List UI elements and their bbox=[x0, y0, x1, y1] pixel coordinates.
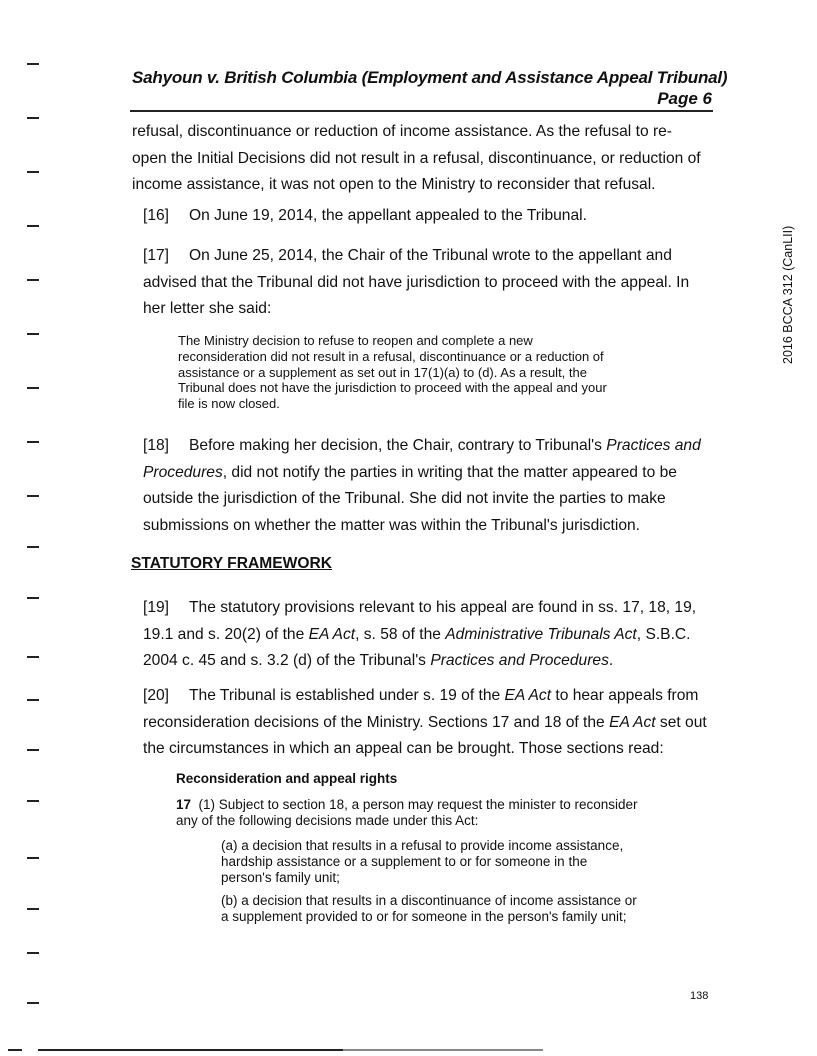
text-line: income assistance, it was not open to the Ministry to reconsider that refusal. bbox=[132, 176, 656, 193]
quote-line: file is now closed. bbox=[178, 396, 280, 412]
section-heading: STATUTORY FRAMEWORK bbox=[131, 555, 332, 572]
text-line: person's family unit; bbox=[221, 870, 340, 885]
italic-title: EA Act bbox=[609, 713, 656, 731]
paragraph-number: [17] bbox=[143, 247, 170, 264]
page-number: 138 bbox=[690, 990, 709, 1002]
margin-hash-mark bbox=[27, 908, 39, 910]
statute-clause-b bbox=[221, 893, 661, 925]
margin-hash-mark bbox=[27, 800, 39, 802]
text-segment: reconsideration decisions of the Ministry. Sections 17 and 18 of the bbox=[143, 713, 610, 731]
bottom-rule bbox=[8, 1049, 22, 1051]
text-line: any of the following decisions made under this Act: bbox=[176, 813, 479, 828]
quote-line: The Ministry decision to refuse to reopen and complete a new bbox=[178, 333, 533, 348]
margin-hash-mark bbox=[27, 225, 39, 227]
side-citation: 2016 BCCA 312 (CanLII) bbox=[781, 225, 795, 364]
text-line: The statutory provisions relevant to his appeal are found in ss. 17, 18, 19, bbox=[189, 599, 697, 616]
paragraph-number: [19] bbox=[143, 599, 170, 616]
text-segment: to hear appeals from bbox=[551, 687, 699, 704]
margin-hash-mark bbox=[27, 546, 39, 548]
text-line: a supplement provided to or for someone in the person's family unit; bbox=[221, 909, 627, 924]
italic-title: EA Act bbox=[504, 687, 552, 704]
text-line: her letter she said: bbox=[143, 300, 272, 317]
text-segment: The Tribunal is established under s. 19 of the bbox=[189, 687, 505, 704]
margin-hash-mark bbox=[27, 749, 39, 751]
paragraph-19 bbox=[143, 595, 723, 675]
text-segment: , S.B.C. bbox=[636, 625, 691, 643]
margin-hash-mark bbox=[27, 495, 39, 497]
bottom-rule bbox=[38, 1049, 343, 1051]
block-quote bbox=[178, 333, 658, 412]
italic-title: Procedures bbox=[143, 463, 223, 481]
statute-heading: Reconsideration and appeal rights bbox=[176, 771, 398, 786]
margin-hash-mark bbox=[27, 857, 39, 859]
paragraph-17 bbox=[143, 243, 723, 323]
italic-title: Practices and bbox=[606, 437, 701, 454]
section-number: 17 bbox=[176, 797, 192, 812]
quote-line: assistance or a supplement as set out in 17(1)(a) to (d). As a result, the bbox=[178, 364, 587, 380]
margin-hash-mark bbox=[27, 1002, 39, 1004]
paragraph-18 bbox=[143, 433, 723, 539]
quote-line: reconsideration did not result in a refusal, discontinuance or a reduction of bbox=[178, 348, 604, 364]
text-line: the circumstances in which an appeal can be brought. Those sections read: bbox=[143, 740, 664, 757]
margin-hash-mark bbox=[27, 699, 39, 701]
continued-paragraph bbox=[132, 119, 722, 199]
text-segment: 19.1 and s. 20(2) of the bbox=[143, 625, 309, 643]
paragraph-16 bbox=[143, 203, 718, 230]
text-line: outside the jurisdiction of the Tribunal. She did not invite the parties to make bbox=[143, 490, 666, 507]
italic-title: Practices and Procedures bbox=[430, 652, 609, 669]
text-line: submissions on whether the matter was within the Tribunal's jurisdiction. bbox=[143, 516, 641, 534]
text-segment: . bbox=[608, 652, 614, 669]
text-line: (a) a decision that results in a refusal to provide income assistance, bbox=[221, 838, 624, 853]
margin-hash-mark bbox=[27, 171, 39, 173]
text-line: On June 25, 2014, the Chair of the Tribunal wrote to the appellant and bbox=[189, 247, 672, 264]
statute-section-17 bbox=[176, 797, 676, 829]
margin-hash-mark bbox=[27, 117, 39, 119]
paragraph-text: On June 19, 2014, the appellant appealed to the Tribunal. bbox=[189, 207, 587, 224]
paragraph-20 bbox=[143, 683, 723, 763]
running-header-title: Sahyoun v. British Columbia (Employment and Assistance Appeal Tribunal) bbox=[132, 68, 728, 87]
margin-hash-mark bbox=[27, 441, 39, 443]
quote-line: Tribunal does not have the jurisdiction to proceed with the appeal and your bbox=[178, 380, 607, 396]
margin-hash-mark bbox=[27, 333, 39, 335]
text-line: advised that the Tribunal did not have jurisdiction to proceed with the appeal. In bbox=[143, 273, 690, 291]
paragraph-number: [18] bbox=[143, 437, 170, 454]
margin-hash-mark bbox=[27, 63, 39, 65]
italic-title: Administrative Tribunals Act bbox=[445, 625, 637, 643]
margin-hash-mark bbox=[27, 279, 39, 281]
paragraph-number: [20] bbox=[143, 687, 170, 704]
margin-hash-mark bbox=[27, 387, 39, 389]
text-segment: (1) Subject to section 18, a person may request the minister to reconsider bbox=[198, 797, 638, 812]
paragraph-number: [16] bbox=[143, 207, 170, 224]
running-header-page: Page 6 bbox=[657, 89, 712, 108]
bottom-rule bbox=[343, 1049, 543, 1051]
text-segment: , did not notify the parties in writing that the matter appeared to be bbox=[222, 463, 677, 481]
italic-title: EA Act bbox=[308, 625, 356, 643]
text-line: (b) a decision that results in a discontinuance of income assistance or bbox=[221, 893, 637, 908]
text-segment: 2004 c. 45 and s. 3.2 (d) of the Tribunal's bbox=[143, 652, 431, 669]
text-line: open the Initial Decisions did not result in a refusal, discontinuance, or reduction of bbox=[132, 149, 701, 167]
header-rule bbox=[130, 110, 713, 112]
text-segment: , s. 58 of the bbox=[355, 625, 446, 643]
statute-clause-a bbox=[221, 838, 661, 886]
text-segment: set out bbox=[655, 713, 707, 731]
text-segment: Before making her decision, the Chair, contrary to Tribunal's bbox=[189, 437, 607, 454]
text-line: hardship assistance or a supplement to or for someone in the bbox=[221, 854, 588, 869]
text-line: refusal, discontinuance or reduction of income assistance. As the refusal to re- bbox=[132, 123, 673, 140]
margin-hash-mark bbox=[27, 656, 39, 658]
margin-hash-mark bbox=[27, 597, 39, 599]
margin-hash-mark bbox=[27, 952, 39, 954]
